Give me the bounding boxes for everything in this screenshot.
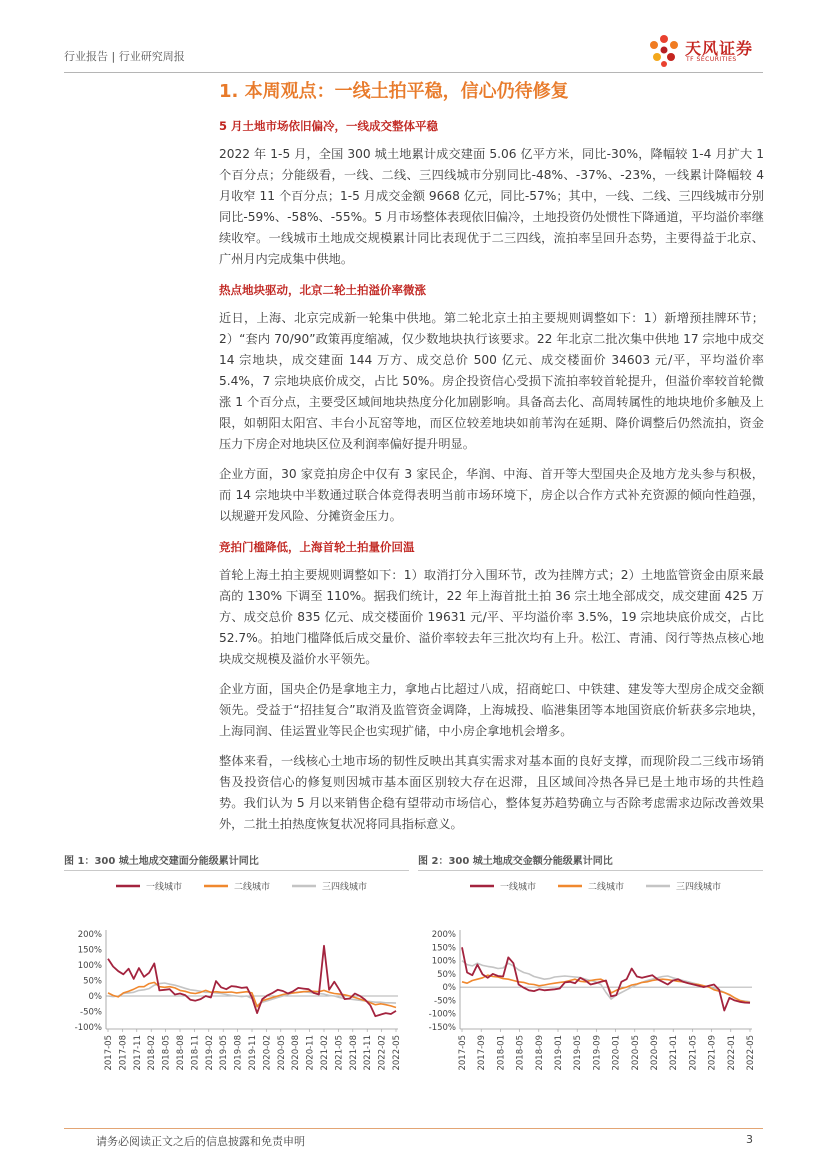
section-title: 1. 本周观点：一线土拍平稳，信心仍待修复 xyxy=(219,81,569,102)
y-tick-label: 0% xyxy=(88,992,102,1002)
brand-name: 天风证券 xyxy=(685,39,754,58)
x-tick-label: 2019-02 xyxy=(204,1035,215,1071)
x-tick-label: 2019-08 xyxy=(233,1035,244,1071)
section-subheading: 热点地块驱动，北京二轮土拍溢价率微涨 xyxy=(219,283,426,297)
y-tick-label: -100% xyxy=(74,1023,102,1033)
y-tick-label: -50% xyxy=(434,996,456,1007)
figure-2-divider xyxy=(418,870,763,871)
x-tick-label: 2019-11 xyxy=(248,1035,258,1071)
body-paragraph: 2022 年 1-5 月，全国 300 城土地累计成交建面 5.06 亿平方米，同比-30%，降幅较 1-4 月扩大 1 个百分点；分能级看，一线、二线、三四线城市分别同比-48%、-37%、-23%，一线累计降幅较 4 月收窄 11 个百分点；1-5 月成交金额 9668 亿元，同比-57%；其中，一线、二线、三四线城市分别同比-59%、-58%、-55%。5 月市场整体表现依旧偏冷，土地投资仍处惯性下降通道，平均溢价率继续收窄。一线城市土地成交规模累计同比表现优于二三四线，流拍率呈回升态势，主要得益于北京、广州月内完成集中供地。 xyxy=(219,147,764,266)
x-tick-label: 2017-08 xyxy=(118,1035,129,1071)
y-tick-label: -50% xyxy=(80,1007,102,1018)
legend-label: 一线城市 xyxy=(146,882,183,893)
figure-1-divider xyxy=(64,870,409,871)
x-tick-label: 2022-05 xyxy=(392,1035,402,1071)
x-tick-label: 2021-08 xyxy=(348,1035,359,1071)
x-tick-label: 2019-09 xyxy=(592,1035,603,1071)
x-tick-label: 2018-05 xyxy=(161,1035,172,1071)
y-tick-label: -150% xyxy=(428,1023,456,1033)
legend-item xyxy=(470,881,536,893)
legend-label: 二线城市 xyxy=(234,882,271,893)
legend-item xyxy=(292,881,367,893)
section-subheading: 竞拍门槛降低，上海首轮土拍量价回温 xyxy=(219,540,415,554)
body-paragraph: 近日，上海、北京完成新一轮集中供地。第二轮北京土拍主要规则调整如下：1）新增预挂牌环节；2）“套内 70/90”政策再度缩减，仅少数地块执行该要求。22 年北京二批次集中供地 17 宗地中成交 14 宗地块，成交建面 144 万方、成交总价 500 亿元、成交楼面价 34603 元/平，平均溢价率 5.4%，7 宗地块底价成交，占比 50%。房企投资信心受损下流拍率较首轮提升，但溢价率较首轮微涨 1 个百分点，主要受区域间地块热度分化加剧影响。具备高去化、高周转属性的地块地价多触及上限，如朝阳太阳宫、丰台小瓦窑等地，而区位较差地块如前苇沟在延期、降价调整后仍然流拍，资金压力下房企对地块区位及利润率偏好提升明显。 xyxy=(219,311,764,451)
series-line-2 xyxy=(462,975,750,1002)
x-tick-label: 2018-11 xyxy=(190,1035,201,1071)
y-tick-label: 50% xyxy=(437,969,456,980)
footer-disclaimer: 请务必阅读正文之后的信息披露和免责申明 xyxy=(96,1135,305,1148)
y-tick-label: 150% xyxy=(77,945,102,956)
report-category: 行业报告 | 行业研究周报 xyxy=(64,50,185,63)
x-tick-label: 2019-05 xyxy=(219,1035,230,1071)
x-tick-label: 2020-01 xyxy=(611,1035,622,1071)
flower-logo-icon xyxy=(645,33,683,69)
y-tick-label: 0% xyxy=(442,983,456,994)
x-tick-label: 2022-01 xyxy=(726,1035,737,1071)
y-tick-label: 150% xyxy=(431,943,456,954)
x-tick-label: 2020-08 xyxy=(291,1035,302,1071)
x-tick-label: 2020-09 xyxy=(650,1035,660,1071)
page-number: 3 xyxy=(746,1133,753,1146)
body-paragraph: 企业方面，30 家竞拍房企中仅有 3 家民企，华润、中海、首开等大型国央企及地方龙头参与积极，而 14 宗地块中半数通过联合体竞得表明当前市场环境下，房企以合作方式补充资源的倾向性趋强，以规避开发风险、分摊资金压力。 xyxy=(219,467,764,523)
y-tick-label: 100% xyxy=(431,956,456,967)
legend-label: 三四线城市 xyxy=(322,882,368,893)
x-tick-label: 2021-11 xyxy=(363,1035,374,1071)
x-tick-label: 2021-02 xyxy=(320,1035,330,1071)
legend-label: 三四线城市 xyxy=(676,882,722,893)
section-subheading: 5 月土地市场依旧偏冷，一线成交整体平稳 xyxy=(219,119,439,133)
figure-2 xyxy=(418,852,763,1092)
x-tick-label: 2020-05 xyxy=(630,1035,641,1071)
x-tick-label: 2018-05 xyxy=(515,1035,526,1071)
body-paragraph: 整体来看，一线核心土地市场的韧性反映出其真实需求对基本面的良好支撑，而现阶段二三线市场销售及投资信心的修复则因城市基本面区别较大存在迟滞，且区域间冷热各异已是土地市场的共性趋势。我们认为 5 月以来销售企稳有望带动市场信心，整体复苏趋势确立与否除考虑需求边际改善效果外，二批土拍热度恢复状况将同具指标意义。 xyxy=(219,754,764,831)
y-tick-label: 50% xyxy=(83,976,102,987)
x-tick-label: 2021-05 xyxy=(688,1035,699,1071)
brand-subtitle: TF SECURITIES xyxy=(686,56,737,63)
figure-2-title: 图 2：300 城土地成交金额分能级累计同比 xyxy=(418,856,613,867)
figure-1-title: 图 1：300 城土地成交建面分能级累计同比 xyxy=(64,856,259,867)
x-tick-label: 2020-02 xyxy=(262,1035,273,1071)
figure-2-chart xyxy=(418,872,763,1092)
article-body xyxy=(219,118,764,835)
x-tick-label: 2017-05 xyxy=(458,1035,468,1071)
legend-item xyxy=(646,881,721,893)
x-tick-label: 2022-02 xyxy=(377,1035,388,1071)
x-tick-label: 2018-01 xyxy=(496,1035,507,1071)
footer-divider xyxy=(64,1128,763,1129)
y-tick-label: -100% xyxy=(428,1009,456,1020)
x-tick-label: 2018-02 xyxy=(147,1035,158,1071)
legend-item xyxy=(204,881,270,893)
x-tick-label: 2021-05 xyxy=(334,1035,345,1071)
y-tick-label: 200% xyxy=(77,930,102,940)
legend-label: 一线城市 xyxy=(500,882,537,893)
x-tick-label: 2019-05 xyxy=(573,1035,584,1071)
x-tick-label: 2017-09 xyxy=(477,1035,488,1071)
legend-label: 二线城市 xyxy=(588,882,625,893)
legend-item xyxy=(558,881,624,893)
series-line-1 xyxy=(108,946,396,1016)
body-paragraph: 企业方面，国央企仍是拿地主力，拿地占比超过八成，招商蛇口、中铁建、建发等大型房企成交金额领先。受益于“招挂复合”取消及监管资金调降，上海城投、临港集团等本地国资底价斩获多宗地块，上海同润、佳运置业等民企也实现扩储，中小房企拿地机会增多。 xyxy=(219,682,764,738)
x-tick-label: 2020-11 xyxy=(305,1035,316,1071)
x-tick-label: 2021-01 xyxy=(669,1035,680,1071)
brand-logo xyxy=(645,33,763,69)
body-paragraph: 首轮上海土拍主要规则调整如下：1）取消打分入围环节，改为挂牌方式；2）土地监管资金由原来最高的 130% 下调至 110%。据我们统计，22 年上海首批土拍 36 宗土地全部成交，成交建面 425 万方、成交总价 835 亿元、成交楼面价 19631 元/平、平均溢价率 3.5%，19 宗地块底价成交，占比 52.7%。拍地门槛降低后成交量价、溢价率较去年三批次均有上升。松江、青浦、闵行等热点核心地块成交规模及溢价水平领先。 xyxy=(219,568,764,666)
legend-item xyxy=(116,881,182,893)
x-tick-label: 2019-01 xyxy=(554,1035,564,1071)
main-content xyxy=(219,78,764,844)
x-tick-label: 2020-05 xyxy=(276,1035,287,1071)
y-tick-label: 200% xyxy=(431,930,456,940)
figure-1-chart xyxy=(64,872,409,1092)
figure-1 xyxy=(64,852,409,1092)
x-tick-label: 2021-09 xyxy=(707,1035,718,1071)
y-tick-label: 100% xyxy=(77,961,102,971)
x-tick-label: 2017-05 xyxy=(104,1035,114,1071)
x-tick-label: 2018-08 xyxy=(176,1035,186,1071)
x-tick-label: 2022-05 xyxy=(746,1035,756,1071)
x-tick-label: 2018-09 xyxy=(534,1035,545,1071)
header-divider xyxy=(64,72,763,73)
x-tick-label: 2017-11 xyxy=(132,1035,143,1071)
